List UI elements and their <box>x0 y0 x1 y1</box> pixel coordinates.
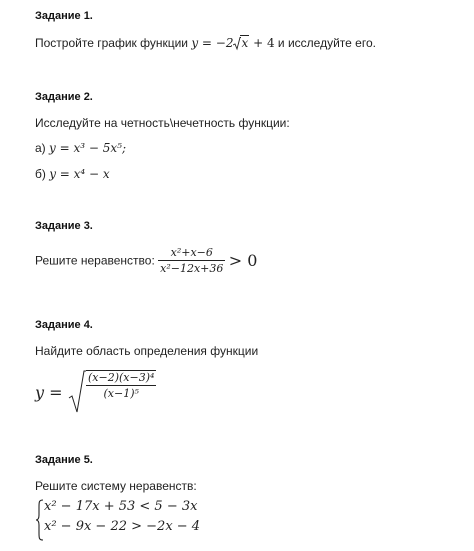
task-5-title: Задание 5. <box>35 454 93 466</box>
task-3-fraction <box>158 246 225 275</box>
task-3-relation: > 0 <box>228 251 258 270</box>
task-2-item-a <box>35 141 126 155</box>
task-2-title: Задание 2. <box>35 91 93 103</box>
task-1-formula-lhs: y = −2 <box>191 36 234 50</box>
task-2-item-a-formula: y = x³ − 5x⁵; <box>49 141 126 155</box>
task-2-item-a-label: а) <box>35 141 50 155</box>
task-3-numerator: x²+x−6 <box>158 246 225 261</box>
task-3-denominator: x²−12x+36 <box>160 262 224 275</box>
task-4-fraction <box>86 371 156 400</box>
big-sqrt-icon <box>68 370 86 414</box>
task-2-item-b <box>35 167 110 181</box>
task-5-line-2: x² − 9x − 22 > −2x − 4 <box>44 519 201 534</box>
task-1-radicand: x <box>241 36 249 50</box>
task-1-text-after: и исследуйте его. <box>274 36 376 50</box>
task-4-numerator: (x−2)(x−3)⁴ <box>88 371 155 384</box>
task-4-lhs: y = <box>35 383 63 402</box>
task-3-title: Задание 3. <box>35 220 93 232</box>
task-2-item-b-label: б) <box>35 167 50 181</box>
task-5-text: Решите систему неравенств: <box>35 479 197 493</box>
task-3-text: Решите неравенство: <box>35 253 155 268</box>
task-4-text: Найдите область определения функции <box>35 344 259 358</box>
task-1-formula-rhs: + 4 <box>249 36 275 50</box>
task-1-text-before: Постройте график функции <box>35 36 192 50</box>
task-1-title: Задание 1. <box>35 10 93 22</box>
task-4-radicand <box>86 370 156 400</box>
task-5-line-1: x² − 17x + 53 < 5 − 3x <box>44 499 198 514</box>
task-1-text <box>35 36 376 50</box>
task-3-line <box>35 246 257 275</box>
task-4-title: Задание 4. <box>35 319 93 331</box>
task-2-item-b-formula: y = x⁴ − x <box>49 167 110 181</box>
sqrt-sign <box>233 36 249 50</box>
sqrt-icon <box>233 37 241 51</box>
task-2-text: Исследуйте на четность\нечетность функции: <box>35 116 290 130</box>
task-4-denominator: (x−1)⁵ <box>103 387 139 400</box>
